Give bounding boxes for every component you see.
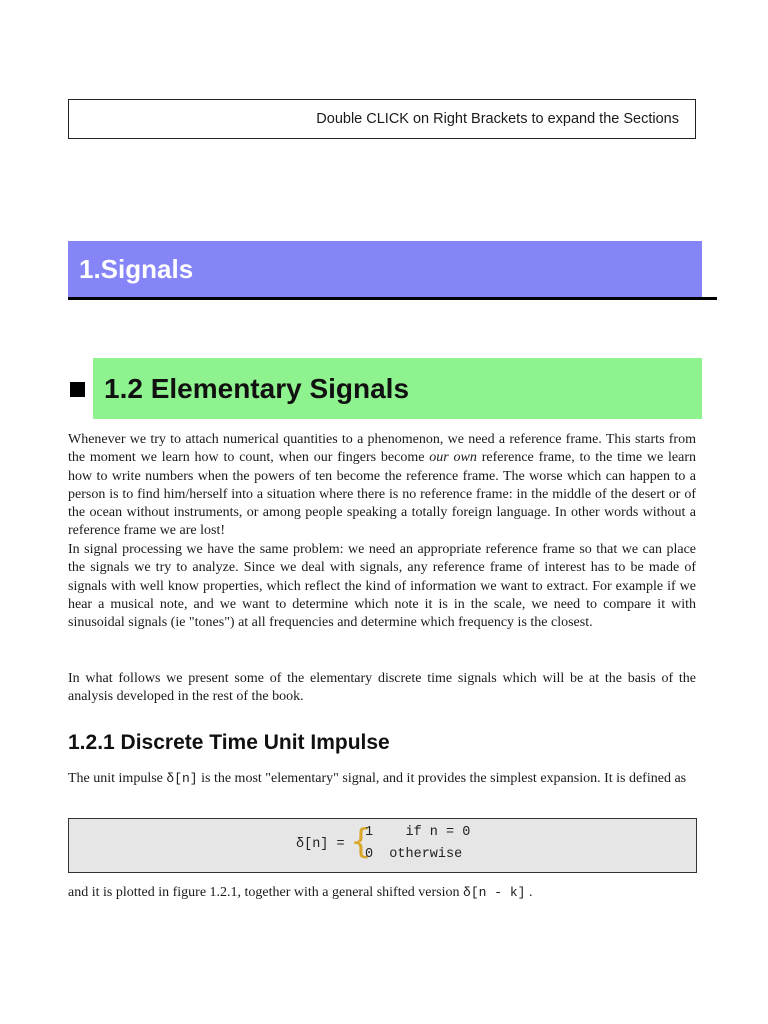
paragraph-signal-processing: In signal processing we have the same problem: we need an appropriate reference frame so that we can place the signals we try to analyze. Since we deal with signals, any reference frame of interest has to be made of signals with well know properties, which reflect the kind of information we want to extract. For example if we hear a musical note, and we want to determine which note it is in the scale, we need to compare it with sinusoidal signals (ie "tones") at all frequencies and determine which frequency is the closest.: [68, 542, 696, 631]
formula-brace: {: [350, 822, 372, 862]
section-heading: [93, 358, 702, 419]
subsection-heading: 1.2.1 Discrete Time Unit Impulse: [68, 731, 390, 754]
paragraph-what-follows: In what follows we present some of the elementary discrete time signals which will be at the basis of the analysis developed in the rest of the book.: [68, 671, 696, 705]
delta-n-symbol: δ[n]: [166, 771, 198, 786]
emphasis-our-own: our own: [429, 450, 477, 466]
chapter-rule: [68, 297, 717, 300]
formula-case-1: 1 if n = 0: [365, 825, 471, 840]
delta-n-k-symbol: δ[n - k]: [463, 885, 526, 900]
paragraph-plotted: and it is plotted in figure 1.2.1, together with a general shifted version δ[n - k] .: [68, 885, 533, 900]
expand-sections-note: [68, 99, 696, 139]
chapter-title: 1.Signals: [79, 254, 194, 284]
formula-lhs: δ[n] =: [296, 837, 345, 852]
section-bullet-icon[interactable]: [70, 382, 85, 397]
formula-case-2: 0 otherwise: [365, 847, 463, 862]
paragraph-reference-frame: Whenever we try to attach numerical quantities to a phenomenon, we need a reference frame. This starts from the moment we learn how to count, when our fingers become our own reference frame, to the time we learn how to write numbers when the powers of ten become the reference frame. The worse which can happen to a person is to find him/herself into a situation where there is no reference frame: in the middle of the desert or of the ocean without instruments, or among people speaking a totally foreign language. In other words without a reference frame we are lost!: [68, 432, 696, 539]
note-text: Double CLICK on Right Brackets to expand the Sections: [316, 111, 679, 127]
paragraph-unit-impulse: The unit impulse δ[n] is the most "elementary" signal, and it provides the simplest expansion. It is defined as: [68, 771, 687, 786]
formula-cell: [68, 818, 697, 873]
chapter-heading: [68, 241, 702, 298]
section-title: 1.2 Elementary Signals: [104, 372, 410, 404]
